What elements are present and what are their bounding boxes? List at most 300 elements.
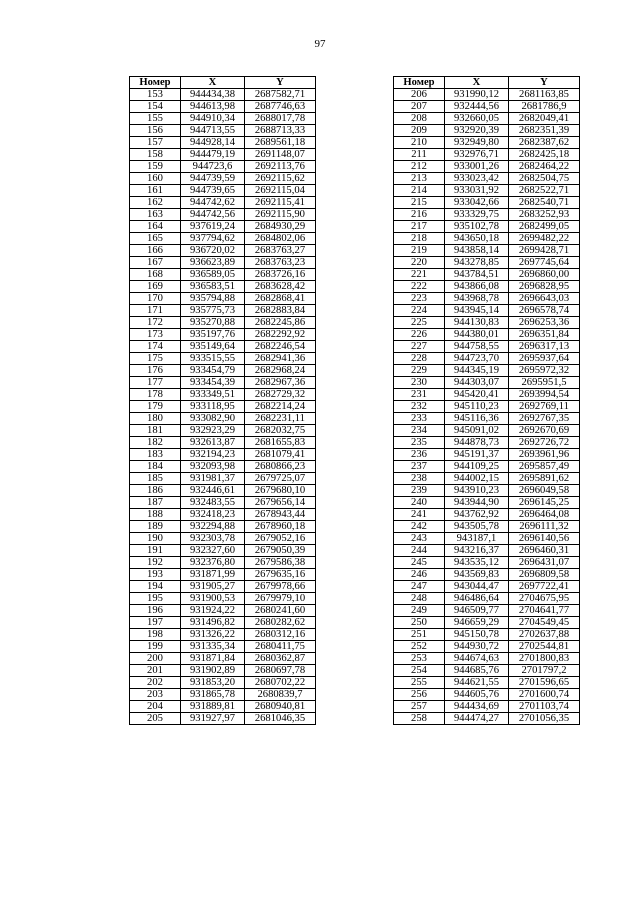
cell-y: 2692115,90: [245, 209, 316, 221]
cell-x: 931496,82: [181, 617, 245, 629]
table-row: [130, 149, 316, 161]
cell-x: 944739,59: [181, 173, 245, 185]
cell-y: 2682246,54: [245, 341, 316, 353]
cell-number: 224: [394, 305, 445, 317]
cell-y: 2682351,39: [509, 125, 580, 137]
table-row: [130, 329, 316, 341]
table-row: [130, 377, 316, 389]
cell-y: 2679979,10: [245, 593, 316, 605]
cell-number: 157: [130, 137, 181, 149]
cell-number: 181: [130, 425, 181, 437]
cell-number: 156: [130, 125, 181, 137]
cell-number: 173: [130, 329, 181, 341]
header-x: X: [445, 77, 509, 89]
cell-x: 933023,42: [445, 173, 509, 185]
table-row: [130, 641, 316, 653]
cell-x: 931990,12: [445, 89, 509, 101]
cell-y: 2701600,74: [509, 689, 580, 701]
cell-number: 209: [394, 125, 445, 137]
table-row: [130, 125, 316, 137]
cell-y: 2696431,07: [509, 557, 580, 569]
cell-y: 2680839,7: [245, 689, 316, 701]
cell-number: 238: [394, 473, 445, 485]
cell-y: 2684802,06: [245, 233, 316, 245]
cell-number: 194: [130, 581, 181, 593]
cell-x: 933031,92: [445, 185, 509, 197]
cell-y: 2682522,71: [509, 185, 580, 197]
cell-y: 2679052,16: [245, 533, 316, 545]
cell-y: 2696253,36: [509, 317, 580, 329]
cell-y: 2682540,71: [509, 197, 580, 209]
table-row: [394, 689, 580, 701]
cell-x: 943866,08: [445, 281, 509, 293]
cell-x: 933454,39: [181, 377, 245, 389]
cell-y: 2679635,16: [245, 569, 316, 581]
cell-y: 2702544,81: [509, 641, 580, 653]
header-y: Y: [245, 77, 316, 89]
cell-y: 2681046,35: [245, 713, 316, 725]
table-row: [130, 245, 316, 257]
cell-x: 944434,69: [445, 701, 509, 713]
cell-y: 2699428,71: [509, 245, 580, 257]
cell-y: 2680697,78: [245, 665, 316, 677]
table-row: [130, 557, 316, 569]
table-row: [130, 677, 316, 689]
table-row: [130, 461, 316, 473]
cell-number: 155: [130, 113, 181, 125]
cell-number: 171: [130, 305, 181, 317]
cell-number: 168: [130, 269, 181, 281]
table-row: [394, 617, 580, 629]
cell-x: 944303,07: [445, 377, 509, 389]
table-row: [130, 497, 316, 509]
cell-number: 169: [130, 281, 181, 293]
cell-x: 932920,39: [445, 125, 509, 137]
cell-y: 2696828,95: [509, 281, 580, 293]
cell-y: 2692670,69: [509, 425, 580, 437]
cell-y: 2682868,41: [245, 293, 316, 305]
cell-x: 935794,88: [181, 293, 245, 305]
cell-x: 931902,89: [181, 665, 245, 677]
cell-y: 2692115,62: [245, 173, 316, 185]
table-row: [394, 257, 580, 269]
cell-y: 2696049,58: [509, 485, 580, 497]
table-row: [394, 713, 580, 725]
cell-number: 206: [394, 89, 445, 101]
cell-number: 248: [394, 593, 445, 605]
cell-y: 2692767,35: [509, 413, 580, 425]
cell-number: 167: [130, 257, 181, 269]
cell-y: 2696317,13: [509, 341, 580, 353]
table-row: [130, 233, 316, 245]
cell-x: 937619,24: [181, 221, 245, 233]
table-row: [394, 437, 580, 449]
cell-number: 177: [130, 377, 181, 389]
table-row: [130, 161, 316, 173]
table-row: [394, 545, 580, 557]
cell-y: 2679680,10: [245, 485, 316, 497]
cell-y: 2679050,39: [245, 545, 316, 557]
cell-x: 946509,77: [445, 605, 509, 617]
table-row: [130, 113, 316, 125]
table-row: [394, 233, 580, 245]
cell-y: 2682049,41: [509, 113, 580, 125]
cell-y: 2702637,88: [509, 629, 580, 641]
cell-y: 2684930,29: [245, 221, 316, 233]
table-row: [394, 377, 580, 389]
cell-x: 931871,84: [181, 653, 245, 665]
cell-y: 2680362,87: [245, 653, 316, 665]
cell-y: 2682967,36: [245, 377, 316, 389]
table-row: [130, 485, 316, 497]
cell-x: 944742,62: [181, 197, 245, 209]
cell-number: 222: [394, 281, 445, 293]
cell-x: 943278,85: [445, 257, 509, 269]
cell-x: 932446,61: [181, 485, 245, 497]
cell-x: 933118,95: [181, 401, 245, 413]
cell-number: 201: [130, 665, 181, 677]
page-number: 97: [314, 38, 326, 50]
cell-x: 944713,55: [181, 125, 245, 137]
cell-x: 944130,83: [445, 317, 509, 329]
cell-y: 2687746,63: [245, 101, 316, 113]
cell-x: 933001,26: [445, 161, 509, 173]
table-header-row: [130, 77, 316, 89]
cell-y: 2679978,66: [245, 581, 316, 593]
cell-x: 933042,66: [445, 197, 509, 209]
cell-number: 258: [394, 713, 445, 725]
cell-x: 943044,47: [445, 581, 509, 593]
table-row: [394, 557, 580, 569]
cell-y: 2682883,84: [245, 305, 316, 317]
table-row: [394, 353, 580, 365]
cell-x: 944910,34: [181, 113, 245, 125]
cell-x: 944685,76: [445, 665, 509, 677]
cell-number: 227: [394, 341, 445, 353]
cell-x: 932294,88: [181, 521, 245, 533]
cell-x: 944723,6: [181, 161, 245, 173]
cell-x: 943569,83: [445, 569, 509, 581]
cell-x: 932418,23: [181, 509, 245, 521]
table-row: [394, 137, 580, 149]
cell-y: 2682729,32: [245, 389, 316, 401]
table-row: [394, 653, 580, 665]
table-row: [130, 173, 316, 185]
cell-y: 2692769,11: [509, 401, 580, 413]
table-row: [394, 197, 580, 209]
table-row: [130, 365, 316, 377]
cell-x: 932660,05: [445, 113, 509, 125]
cell-x: 932923,29: [181, 425, 245, 437]
table-row: [394, 533, 580, 545]
table-row: [394, 89, 580, 101]
cell-number: 226: [394, 329, 445, 341]
cell-y: 2701596,65: [509, 677, 580, 689]
cell-x: 932483,55: [181, 497, 245, 509]
cell-y: 2696140,56: [509, 533, 580, 545]
cell-number: 199: [130, 641, 181, 653]
cell-number: 223: [394, 293, 445, 305]
cell-y: 2687582,71: [245, 89, 316, 101]
cell-x: 944674,63: [445, 653, 509, 665]
cell-number: 237: [394, 461, 445, 473]
cell-x: 931900,53: [181, 593, 245, 605]
cell-y: 2696643,03: [509, 293, 580, 305]
cell-y: 2691148,07: [245, 149, 316, 161]
cell-y: 2695951,5: [509, 377, 580, 389]
table-row: [130, 713, 316, 725]
cell-x: 932976,71: [445, 149, 509, 161]
cell-y: 2678943,44: [245, 509, 316, 521]
table-row: [394, 425, 580, 437]
cell-number: 182: [130, 437, 181, 449]
cell-y: 2682425,18: [509, 149, 580, 161]
table-row: [394, 221, 580, 233]
table-header-row: [394, 77, 580, 89]
cell-x: 931924,22: [181, 605, 245, 617]
table-row: [394, 125, 580, 137]
cell-y: 2696460,31: [509, 545, 580, 557]
cell-number: 218: [394, 233, 445, 245]
cell-x: 933515,55: [181, 353, 245, 365]
cell-x: 943187,1: [445, 533, 509, 545]
cell-number: 244: [394, 545, 445, 557]
cell-number: 252: [394, 641, 445, 653]
cell-x: 944742,56: [181, 209, 245, 221]
table-row: [130, 689, 316, 701]
cell-x: 944605,76: [445, 689, 509, 701]
cell-y: 2682231,11: [245, 413, 316, 425]
cell-x: 932376,80: [181, 557, 245, 569]
cell-x: 943858,14: [445, 245, 509, 257]
cell-x: 935197,76: [181, 329, 245, 341]
cell-x: 932093,98: [181, 461, 245, 473]
cell-x: 943910,23: [445, 485, 509, 497]
cell-number: 160: [130, 173, 181, 185]
cell-x: 944613,98: [181, 101, 245, 113]
table-row: [394, 269, 580, 281]
table-row: [394, 497, 580, 509]
cell-number: 161: [130, 185, 181, 197]
cell-number: 200: [130, 653, 181, 665]
cell-x: 945110,23: [445, 401, 509, 413]
cell-y: 2683726,16: [245, 269, 316, 281]
cell-number: 246: [394, 569, 445, 581]
cell-x: 932327,60: [181, 545, 245, 557]
cell-y: 2682504,75: [509, 173, 580, 185]
table-row: [130, 581, 316, 593]
table-row: [130, 137, 316, 149]
cell-y: 2682941,36: [245, 353, 316, 365]
cell-x: 932949,80: [445, 137, 509, 149]
cell-x: 944739,65: [181, 185, 245, 197]
cell-y: 2692113,76: [245, 161, 316, 173]
cell-number: 242: [394, 521, 445, 533]
coordinates-table-right: [393, 76, 580, 725]
cell-number: 153: [130, 89, 181, 101]
cell-y: 2701056,35: [509, 713, 580, 725]
cell-number: 241: [394, 509, 445, 521]
cell-x: 945150,78: [445, 629, 509, 641]
cell-x: 944723,70: [445, 353, 509, 365]
table-row: [130, 425, 316, 437]
cell-y: 2681655,83: [245, 437, 316, 449]
cell-number: 158: [130, 149, 181, 161]
cell-y: 2683628,42: [245, 281, 316, 293]
table-row: [130, 221, 316, 233]
cell-number: 189: [130, 521, 181, 533]
cell-x: 944002,15: [445, 473, 509, 485]
coordinates-table-left: [129, 76, 316, 725]
cell-y: 2683763,23: [245, 257, 316, 269]
table-row: [394, 677, 580, 689]
cell-y: 2679656,14: [245, 497, 316, 509]
cell-y: 2701103,74: [509, 701, 580, 713]
cell-y: 2695937,64: [509, 353, 580, 365]
table-row: [130, 521, 316, 533]
table-row: [394, 593, 580, 605]
table-row: [394, 173, 580, 185]
table-row: [394, 641, 580, 653]
header-number: Номер: [130, 77, 181, 89]
cell-number: 214: [394, 185, 445, 197]
cell-x: 931326,22: [181, 629, 245, 641]
cell-number: 215: [394, 197, 445, 209]
cell-y: 2682292,92: [245, 329, 316, 341]
cell-number: 179: [130, 401, 181, 413]
cell-y: 2681163,85: [509, 89, 580, 101]
cell-y: 2704641,77: [509, 605, 580, 617]
cell-x: 945091,02: [445, 425, 509, 437]
cell-y: 2692115,41: [245, 197, 316, 209]
cell-x: 935775,73: [181, 305, 245, 317]
cell-number: 192: [130, 557, 181, 569]
cell-x: 931871,99: [181, 569, 245, 581]
cell-y: 2680282,62: [245, 617, 316, 629]
cell-number: 174: [130, 341, 181, 353]
cell-number: 195: [130, 593, 181, 605]
table-row: [130, 545, 316, 557]
cell-x: 943650,18: [445, 233, 509, 245]
cell-x: 936720,02: [181, 245, 245, 257]
table-row: [130, 449, 316, 461]
cell-number: 255: [394, 677, 445, 689]
table-row: [394, 581, 580, 593]
cell-x: 933329,75: [445, 209, 509, 221]
cell-y: 2681079,41: [245, 449, 316, 461]
table-row: [130, 197, 316, 209]
cell-y: 2704549,45: [509, 617, 580, 629]
cell-y: 2701800,83: [509, 653, 580, 665]
cell-x: 932613,87: [181, 437, 245, 449]
cell-number: 188: [130, 509, 181, 521]
cell-x: 936589,05: [181, 269, 245, 281]
table-row: [394, 113, 580, 125]
table-row: [130, 389, 316, 401]
cell-number: 180: [130, 413, 181, 425]
cell-number: 247: [394, 581, 445, 593]
cell-number: 154: [130, 101, 181, 113]
cell-number: 230: [394, 377, 445, 389]
cell-number: 257: [394, 701, 445, 713]
cell-y: 2688713,33: [245, 125, 316, 137]
cell-x: 933454,79: [181, 365, 245, 377]
cell-x: 937794,62: [181, 233, 245, 245]
cell-y: 2696578,74: [509, 305, 580, 317]
table-row: [130, 629, 316, 641]
cell-x: 944878,73: [445, 437, 509, 449]
cell-number: 231: [394, 389, 445, 401]
cell-number: 197: [130, 617, 181, 629]
table-row: [130, 473, 316, 485]
table-row: [130, 305, 316, 317]
header-x: X: [181, 77, 245, 89]
table-row: [130, 605, 316, 617]
cell-y: 2682214,24: [245, 401, 316, 413]
table-row: [394, 521, 580, 533]
cell-x: 936623,89: [181, 257, 245, 269]
cell-number: 203: [130, 689, 181, 701]
cell-y: 2701797,2: [509, 665, 580, 677]
cell-x: 943762,92: [445, 509, 509, 521]
cell-x: 931865,78: [181, 689, 245, 701]
table-row: [394, 401, 580, 413]
cell-y: 2680241,60: [245, 605, 316, 617]
cell-x: 932303,78: [181, 533, 245, 545]
cell-number: 165: [130, 233, 181, 245]
cell-x: 945420,41: [445, 389, 509, 401]
table-row: [394, 329, 580, 341]
table-row: [394, 209, 580, 221]
cell-x: 943784,51: [445, 269, 509, 281]
table-row: [130, 509, 316, 521]
table-row: [394, 629, 580, 641]
table-row: [394, 293, 580, 305]
table-row: [130, 617, 316, 629]
table-row: [394, 569, 580, 581]
header-y: Y: [509, 77, 580, 89]
cell-y: 2692115,04: [245, 185, 316, 197]
cell-number: 212: [394, 161, 445, 173]
cell-y: 2688017,78: [245, 113, 316, 125]
cell-number: 217: [394, 221, 445, 233]
table-row: [394, 461, 580, 473]
table-row: [394, 341, 580, 353]
cell-x: 944621,55: [445, 677, 509, 689]
cell-y: 2681786,9: [509, 101, 580, 113]
table-row: [130, 89, 316, 101]
cell-y: 2680702,22: [245, 677, 316, 689]
table-row: [130, 281, 316, 293]
table-row: [394, 449, 580, 461]
cell-x: 944109,25: [445, 461, 509, 473]
cell-number: 235: [394, 437, 445, 449]
cell-x: 931905,27: [181, 581, 245, 593]
cell-x: 943216,37: [445, 545, 509, 557]
cell-number: 245: [394, 557, 445, 569]
cell-x: 943945,14: [445, 305, 509, 317]
table-row: [130, 533, 316, 545]
cell-y: 2696145,25: [509, 497, 580, 509]
table-row: [394, 473, 580, 485]
table-row: [130, 413, 316, 425]
table-row: [130, 293, 316, 305]
cell-y: 2696464,08: [509, 509, 580, 521]
cell-y: 2680940,81: [245, 701, 316, 713]
cell-y: 2696351,84: [509, 329, 580, 341]
table-row: [394, 161, 580, 173]
cell-y: 2704675,95: [509, 593, 580, 605]
